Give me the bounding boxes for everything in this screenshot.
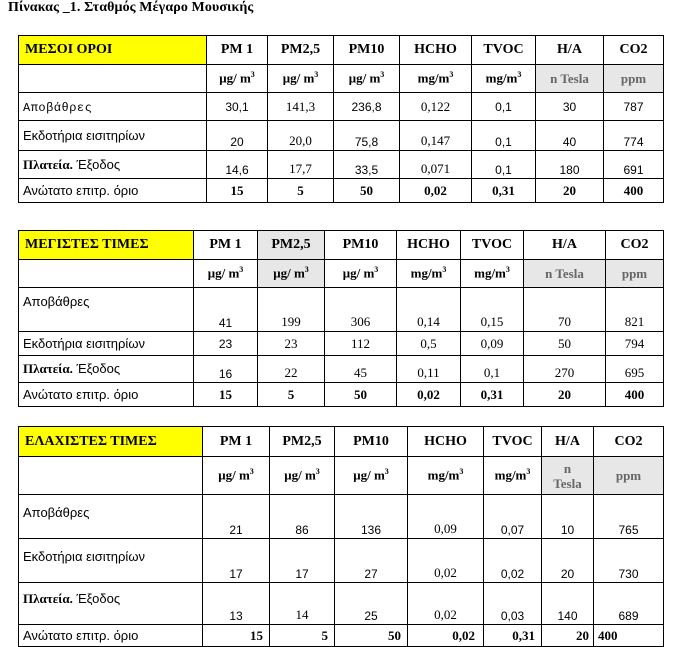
value-cell: 14 <box>270 583 335 625</box>
col-header: H/A <box>524 231 606 260</box>
unit-sup: 3 <box>315 467 320 477</box>
value-cell: 10 <box>542 495 594 539</box>
unit-text: μg/ m <box>273 265 305 281</box>
row-label <box>19 93 207 121</box>
unit-text: mg/m <box>485 70 518 86</box>
row-label: Ανώτατο επιτρ. όριο <box>19 383 194 407</box>
value-cell: 17 <box>270 539 335 583</box>
col-header: PM10 <box>335 427 408 457</box>
table-row <box>19 332 664 356</box>
unit-cell <box>461 260 524 288</box>
row-label-rest: Έξοδος <box>72 361 121 376</box>
col-header: PM10 <box>325 231 397 260</box>
value-cell: 0,31 <box>484 625 542 647</box>
col-header: TVOC <box>472 36 536 65</box>
unit-cell <box>325 260 397 288</box>
col-header: TVOC <box>461 231 524 260</box>
col-header: PM10 <box>334 36 400 65</box>
unit-cell <box>207 65 268 93</box>
unit-text: μg/ m <box>284 467 316 483</box>
table-heading: ΕΛΑΧΙΣΤΕΣ ΤΙΜΕΣ <box>19 427 203 457</box>
value-cell: 27 <box>335 539 408 583</box>
table-heading: ΜΕΣΟΙ ΟΡΟΙ <box>19 36 207 65</box>
value-cell: 70 <box>524 288 606 332</box>
row-label: Ανώτατο επιτρ. όριο <box>19 625 203 647</box>
unit-cell: ppm <box>594 457 664 495</box>
unit-cell <box>484 457 542 495</box>
unit-sup: 3 <box>314 70 319 80</box>
value-cell: 50 <box>334 179 400 203</box>
value-cell: 112 <box>325 332 397 356</box>
value-cell: 16 <box>194 356 258 383</box>
value-cell: 20 <box>542 539 594 583</box>
empty-cell <box>19 260 194 288</box>
value-cell: 13 <box>203 583 270 625</box>
value-cell: 400 <box>594 625 664 647</box>
unit-text: mg/m <box>474 265 506 281</box>
value-cell: 0,147 <box>400 121 472 151</box>
value-cell: 30 <box>536 93 604 121</box>
row-label <box>19 356 194 383</box>
value-cell: 86 <box>270 495 335 539</box>
unit-sup: 3 <box>384 467 389 477</box>
value-cell: 75,8 <box>334 121 400 151</box>
value-cell: 787 <box>604 93 664 121</box>
col-header: PM2,5 <box>270 427 335 457</box>
value-cell: 0,02 <box>397 383 461 407</box>
table-row <box>19 583 664 625</box>
value-cell: 270 <box>524 356 606 383</box>
value-cell: 794 <box>606 332 664 356</box>
row-label: Αποβάθρες <box>19 495 203 539</box>
row-label <box>19 151 207 179</box>
unit-text: μg/ m <box>207 265 240 281</box>
table-min-values <box>18 426 664 647</box>
unit-text: μg/ m <box>219 70 251 86</box>
row-label: Αποβάθρες <box>19 288 194 332</box>
value-cell: 21 <box>203 495 270 539</box>
row-label: Εκδοτήρια εισιτηρίων <box>19 539 203 583</box>
value-cell: 0,1 <box>472 93 536 121</box>
row-label-rest: Έξοδος <box>72 591 121 606</box>
value-cell: 691 <box>604 151 664 179</box>
value-cell: 0,31 <box>472 179 536 203</box>
value-cell: 20,0 <box>268 121 334 151</box>
value-cell: 136 <box>335 495 408 539</box>
unit-text: mg/m <box>427 467 460 483</box>
value-cell: 0,071 <box>400 151 472 179</box>
value-cell: 0,11 <box>397 356 461 383</box>
value-cell: 0,122 <box>400 93 472 121</box>
row-label-text: Αποβάθρες <box>23 100 93 115</box>
value-cell: 17,7 <box>268 151 334 179</box>
unit-text: mg/m <box>417 70 450 86</box>
value-cell: 0,03 <box>484 583 542 625</box>
unit-cell <box>258 260 325 288</box>
unit-cell <box>397 260 461 288</box>
row-label: Εκδοτήρια εισιτηρίων <box>19 332 194 356</box>
col-header: CO2 <box>604 36 664 65</box>
value-cell: 400 <box>604 179 664 203</box>
value-cell: 15 <box>194 383 258 407</box>
value-cell: 15 <box>207 179 268 203</box>
value-cell: 14,6 <box>207 151 268 179</box>
unit-cell <box>400 65 472 93</box>
unit-cell <box>203 457 270 495</box>
unit-text: μg/ m <box>342 265 375 281</box>
unit-cell <box>268 65 334 93</box>
unit-sup: 3 <box>526 467 531 477</box>
value-cell: 0,02 <box>408 539 484 583</box>
value-cell: 0,5 <box>397 332 461 356</box>
table-row <box>19 288 664 332</box>
col-header: PM 1 <box>203 427 270 457</box>
value-cell: 17 <box>203 539 270 583</box>
unit-sup: 3 <box>517 70 522 80</box>
value-cell: 0,1 <box>461 356 524 383</box>
unit-cell <box>472 65 536 93</box>
value-cell: 5 <box>270 625 335 647</box>
unit-text: μg/ m <box>348 70 381 86</box>
unit-cell <box>194 260 258 288</box>
value-cell: 180 <box>536 151 604 179</box>
value-cell: 730 <box>594 539 664 583</box>
unit-sup: 3 <box>249 467 254 477</box>
row-label-rest: Έξοδος <box>72 156 121 172</box>
value-cell: 0,1 <box>472 151 536 179</box>
unit-cell: n Tesla <box>536 65 604 93</box>
value-cell: 23 <box>194 332 258 356</box>
row-label-bold: Πλατεία. <box>23 591 73 606</box>
value-cell: 400 <box>606 383 664 407</box>
value-cell: 41 <box>194 288 258 332</box>
col-header: HCHO <box>400 36 472 65</box>
value-cell: 765 <box>594 495 664 539</box>
unit-text: μg/ m <box>218 467 250 483</box>
unit-cell <box>408 457 484 495</box>
value-cell: 33,5 <box>334 151 400 179</box>
value-cell: 0,02 <box>408 625 484 647</box>
unit-cell: ppm <box>604 65 664 93</box>
value-cell: 0,02 <box>408 583 484 625</box>
unit-sup: 3 <box>380 70 385 80</box>
col-header: PM2,5 <box>268 36 334 65</box>
table-mean-values <box>18 35 664 203</box>
value-cell: 40 <box>536 121 604 151</box>
value-cell: 5 <box>268 179 334 203</box>
unit-cell <box>542 457 594 495</box>
value-cell: 20 <box>536 179 604 203</box>
value-cell: 23 <box>258 332 325 356</box>
table-row <box>19 625 664 647</box>
table-row <box>19 179 664 203</box>
unit-sup: 3 <box>250 70 255 80</box>
value-cell: 0,14 <box>397 288 461 332</box>
row-label-bold: Πλατεία. <box>23 156 73 172</box>
unit-text: μg/ m <box>282 70 315 86</box>
unit-text: n <box>563 460 572 476</box>
table-row <box>19 495 664 539</box>
col-header: H/A <box>542 427 594 457</box>
unit-cell <box>334 65 400 93</box>
col-header: CO2 <box>606 231 664 260</box>
empty-cell <box>19 65 207 93</box>
value-cell: 0,1 <box>472 121 536 151</box>
col-header: HCHO <box>397 231 461 260</box>
unit-text: mg/m <box>410 265 443 281</box>
table-row <box>19 383 664 407</box>
unit-sup: 3 <box>374 265 379 275</box>
table-caption: Πίνακας _1. Σταθμός Μέγαρο Μουσικής <box>8 0 254 15</box>
col-header: PM2,5 <box>258 231 325 260</box>
unit-text: mg/m <box>494 467 527 483</box>
value-cell: 20 <box>542 625 594 647</box>
value-cell: 0,31 <box>461 383 524 407</box>
value-cell: 50 <box>524 332 606 356</box>
unit-text: Tesla <box>553 475 582 491</box>
row-label-bold: Πλατεία. <box>23 361 73 376</box>
table-row <box>19 356 664 383</box>
unit-cell: n Tesla <box>524 260 606 288</box>
value-cell: 15 <box>203 625 270 647</box>
table-row <box>19 151 664 179</box>
table-row <box>19 121 664 151</box>
table-max-values <box>18 230 664 407</box>
table-row <box>19 539 664 583</box>
col-header: H/A <box>536 36 604 65</box>
col-header: PM 1 <box>194 231 258 260</box>
value-cell: 5 <box>258 383 325 407</box>
value-cell: 0,09 <box>461 332 524 356</box>
row-label <box>19 583 203 625</box>
col-header: TVOC <box>484 427 542 457</box>
col-header: CO2 <box>594 427 664 457</box>
unit-sup: 3 <box>239 265 244 275</box>
value-cell: 0,02 <box>484 539 542 583</box>
unit-sup: 3 <box>442 265 447 275</box>
unit-sup: 3 <box>304 265 309 275</box>
unit-sup: 3 <box>459 467 464 477</box>
table-heading: ΜΕΓΙΣΤΕΣ ΤΙΜΕΣ <box>19 231 194 260</box>
row-label: Ανώτατο επιτρ. όριο <box>19 179 207 203</box>
unit-text: μg/ m <box>353 467 385 483</box>
value-cell: 50 <box>335 625 408 647</box>
unit-sup: 3 <box>449 70 454 80</box>
value-cell: 689 <box>594 583 664 625</box>
value-cell: 30,1 <box>207 93 268 121</box>
value-cell: 0,15 <box>461 288 524 332</box>
value-cell: 20 <box>207 121 268 151</box>
unit-sup: 3 <box>505 265 510 275</box>
value-cell: 695 <box>606 356 664 383</box>
value-cell: 141,3 <box>268 93 334 121</box>
value-cell: 821 <box>606 288 664 332</box>
value-cell: 0,07 <box>484 495 542 539</box>
value-cell: 140 <box>542 583 594 625</box>
value-cell: 236,8 <box>334 93 400 121</box>
value-cell: 25 <box>335 583 408 625</box>
col-header: PM 1 <box>207 36 268 65</box>
value-cell: 45 <box>325 356 397 383</box>
value-cell: 0,02 <box>400 179 472 203</box>
value-cell: 20 <box>524 383 606 407</box>
value-cell: 22 <box>258 356 325 383</box>
value-cell: 199 <box>258 288 325 332</box>
unit-cell <box>335 457 408 495</box>
col-header: HCHO <box>408 427 484 457</box>
value-cell: 50 <box>325 383 397 407</box>
unit-cell: ppm <box>606 260 664 288</box>
value-cell: 306 <box>325 288 397 332</box>
value-cell: 774 <box>604 121 664 151</box>
row-label: Εκδοτήρια εισιτηρίων <box>19 121 207 151</box>
value-cell: 0,09 <box>408 495 484 539</box>
unit-cell <box>270 457 335 495</box>
table-row <box>19 93 664 121</box>
empty-cell <box>19 457 203 495</box>
